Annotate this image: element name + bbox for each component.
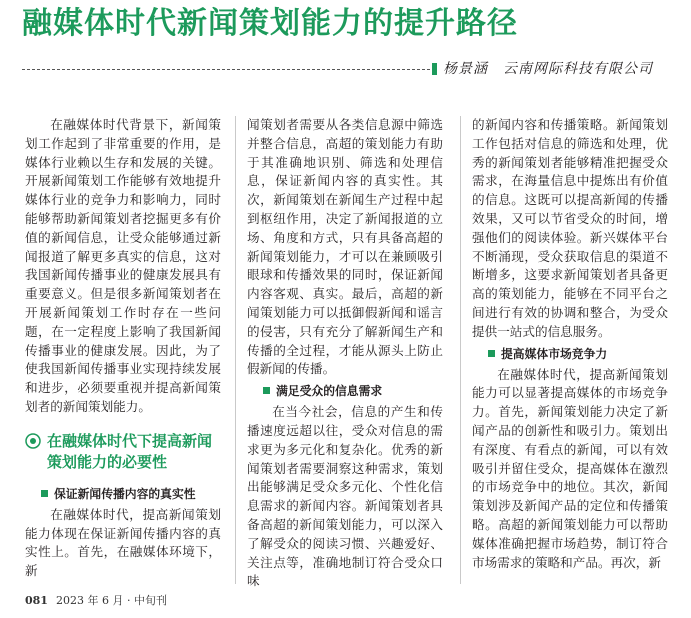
- page-footer: [25, 592, 325, 610]
- byline-dashed-rule: [22, 69, 430, 70]
- column-divider: [460, 116, 461, 584]
- byline-marker: [432, 63, 437, 75]
- column-divider: [235, 116, 236, 584]
- text-column-1: [25, 116, 221, 581]
- paragraph: 在当今社会，信息的产生和传播速度远超以往，受众对信息的需求更为多元化和复杂化。优秀的新闻策划者需要洞察这种需求，策划出能够满足受众多元化、个性化信息需求的新闻内容。新闻策划者具备高超的新闻策划能力，可以深入了解受众的阅读习惯、兴趣爱好、关注点等，准确地制订符合受众口味: [247, 404, 443, 589]
- paragraph: 在融媒体时代，提高新闻策划能力体现在保证新闻传播内容的真实性上。首先，在融媒体环境下，新: [25, 506, 221, 579]
- subheading: [472, 345, 668, 363]
- page-number: 081: [25, 594, 48, 607]
- section-heading-text: 在融媒体时代下提高新闻策划能力的必要性: [47, 431, 213, 471]
- paragraph: 的新闻内容和传播策略。新闻策划工作包括对信息的筛选和处理，优秀的新闻策划者能够精准把握受众需求，在海量信息中提炼出有价值的信息。这既可以提高新闻的传播效果，又可以节省受众的时间，增强他们的阅读体验。新兴媒体平台不断涌现，受众获取信息的渠道不断增多，这要求新闻策划者具备更高的策划能力，能够在不同平台之间进行有效的协调和整合，为受众提供一站式的信息服务。: [472, 117, 668, 339]
- text-column-3: [472, 116, 668, 572]
- paragraph: 在融媒体时代背景下，新闻策划工作起到了非常重要的作用，是媒体行业赖以生存和发展的关键。开展新闻策划工作能够有效地提升媒体行业的竞争力和影响力，同时能够帮助新闻策划者挖掘更多有价值的新闻信息，让受众能够通过新闻报道了解更多真实的信息，这对我国新闻传播事业的健康发展具有重要意义。但是很多新闻策划者在开展新闻策划工作时存在一些问题，在一定程度上影响了我国新闻传播事业的健康发展。因此，为了使我国新闻传播事业实现持续发展和进步，必须要重视并提高新闻策划者的新闻策划能力。: [25, 117, 221, 414]
- section-heading: [25, 431, 221, 473]
- subheading-text: 提高媒体市场竞争力: [501, 346, 608, 361]
- square-bullet-icon: [41, 490, 48, 497]
- square-bullet-icon: [263, 387, 270, 394]
- subheading-text: 保证新闻传播内容的真实性: [54, 486, 196, 501]
- text-column-2: [247, 116, 443, 591]
- byline-bar: [0, 58, 691, 80]
- paragraph: 闻策划者需要从各类信息源中筛选并整合信息，高超的策划能力有助于其准确地识别、筛选和处理信息，保证新闻内容的真实性。其次，新闻策划在新闻生产过程中起到枢纽作用，决定了新闻报道的立场、角度和方式，只有具备高超的新闻策划能力，才可以在兼顾吸引眼球和传播效果的同时，保证新闻内容客观、真实。最后，高超的新闻策划能力可以抵御假新闻和谣言的侵害，只有充分了解新闻生产和传播的全过程，才能从源头上防止假新闻的传播。: [247, 117, 443, 377]
- paragraph: 在融媒体时代，提高新闻策划能力可以显著提高媒体的市场竞争力。首先，新闻策划能力决定了新闻产品的创新性和吸引力。策划出有深度、有看点的新闻，可以有效吸引并留住受众，提高媒体在激烈的市场竞争中的地位。其次，新闻策划涉及新闻产品的定位和传播策略。高超的新闻策划能力可以帮助媒体准确把握市场趋势，制订符合市场需求的策略和产品。再次，新: [472, 366, 668, 570]
- subheading: [25, 485, 221, 503]
- square-bullet-icon: [488, 350, 495, 357]
- article-title: 融媒体时代新闻策划能力的提升路径: [22, 6, 518, 41]
- subheading: [247, 382, 443, 400]
- author-byline: 杨景涵 云南网际科技有限公司: [443, 61, 653, 77]
- target-icon: [25, 433, 41, 449]
- subheading-text: 满足受众的信息需求: [276, 384, 383, 399]
- issue-info: 2023 年 6 月 · 中旬刊: [55, 594, 167, 607]
